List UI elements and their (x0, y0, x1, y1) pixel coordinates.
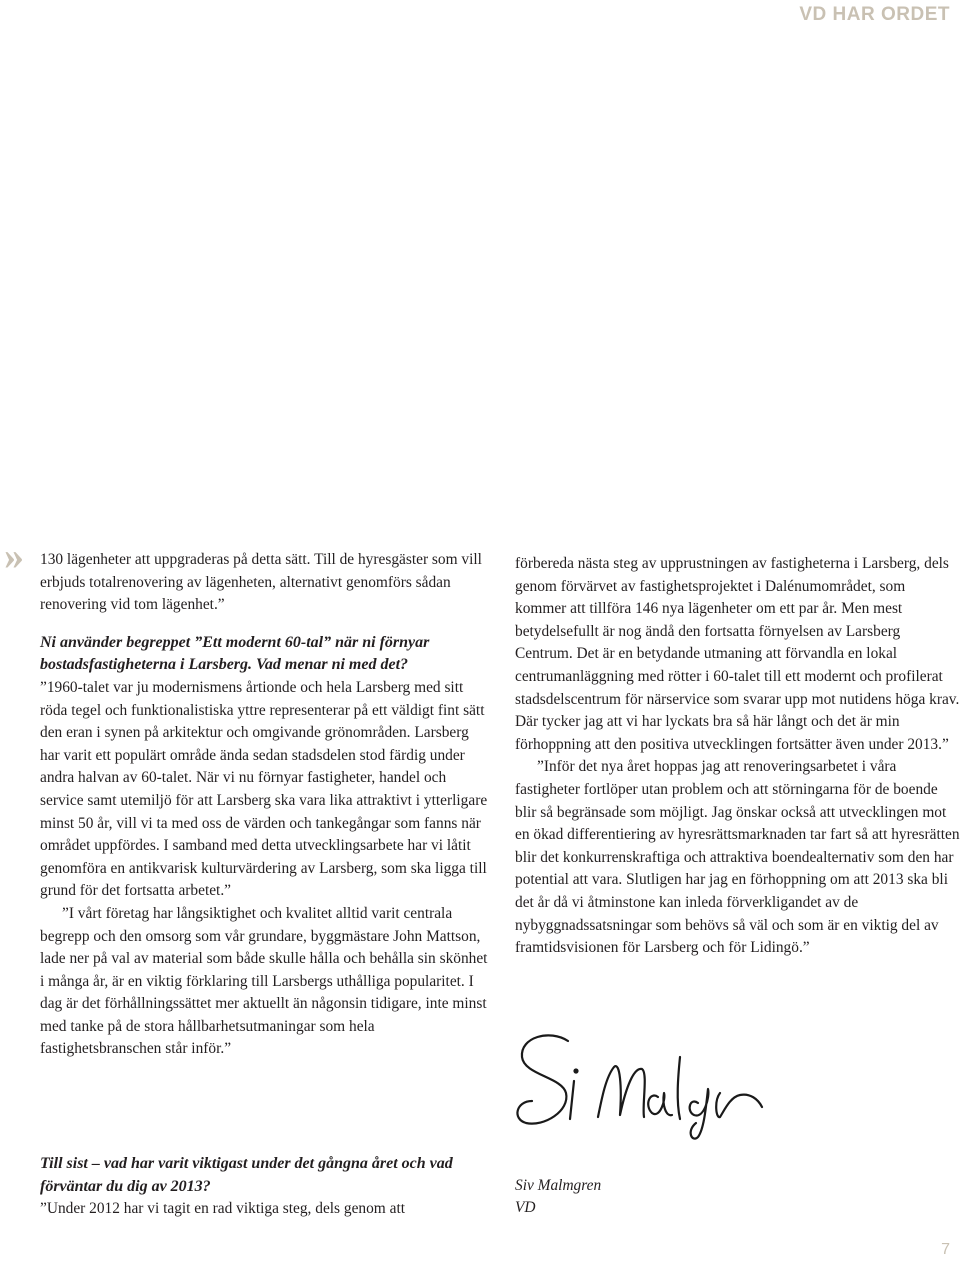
left-paragraph-2: ”1960-talet var ju modernismens årtionde och hela Larsberg med sitt röda tegel och funktionalistiska yttre representerar på ett väldigt fint sätt den eran i synen på arkitektur och omgivande grönområden. Larsberg har varit ett populärt område ända sedan stadsdelen stod färdig under andra halvan av 60-talet. När vi nu förnyar fastigheter, handel och service samt utemiljö för att Larsberg ska vara lika attraktivt i ytterligare minst 50 år, vill vi ta med oss de värden och tankegångar som fanns när området uppfördes. I samband med detta utvecklingsarbete har vi låtit genomföra en antikvarisk kulturvärdering av Larsberg, som ska ligga till grund för det fortsatta arbetet.” (40, 678, 488, 900)
right-column (515, 553, 960, 960)
right-paragraph-1: förbereda nästa steg av upprustningen av fastigheterna i Larsberg, dels genom förvärvet av fastighetsprojektet i Dalénumområdet, som kommer att tillföra 146 nya lägenheter om ett par år. Men mest betydelsefullt är nog ändå den fortsatta förnyelsen av Larsberg Centrum. Det är en betydande utmaning att förvandla en lokal centrumanläggning med rötter i 60-talet till ett modernt och profilerat stadsdelscentrum för närservice som svarar upp mot nutidens höga krav. Där tycker jag att vi har lyckats bra så här långt och det är min förhoppning att den positiva utvecklingen fortsätter även under 2013.” (515, 555, 960, 753)
final-question-block (40, 1153, 492, 1221)
section-title: VD HAR ORDET (799, 4, 950, 25)
left-paragraph-4: ”Under 2012 har vi tagit en rad viktiga steg, dels genom att (40, 1200, 406, 1218)
left-paragraph-3: ”I vårt företag har långsiktighet och kvalitet alltid varit centrala begrepp och den omsorg som vår grundare, byggmästare John Mattson, lade ner på val av material som både skulle hålla och behålla sin skönhet i många år, är en viktig förklaring till Larsbergs uthålliga popularitet. I dag är det förhållningssättet mer aktuellt än någonsin tidigare, inte minst med tanke på de stora hållbarhetsutmaningar som hela fastighetsbranschen står inför.” (40, 904, 488, 1058)
quote-marker-icon: » (4, 533, 24, 578)
left-paragraph-1: 130 lägenheter att uppgraderas på detta sätt. Till de hyresgäster som vill erbjuds totalrenovering av lägenheten, alternativt genomförs sådan renovering vid tom lägenhet.” (40, 551, 482, 614)
signatory-title: VD (515, 1199, 536, 1216)
interview-question-2: Till sist – vad har varit viktigast under det gångna året och vad förväntar du dig av 2013? (40, 1155, 453, 1195)
interview-question-1: Ni använder begreppet ”Ett modernt 60-tal” när ni förnyar bostadsfastigheterna i Larsberg. Vad menar ni med det? (40, 633, 430, 674)
signatory-name: Siv Malmgren (515, 1177, 602, 1194)
page-number: 7 (941, 1241, 950, 1258)
right-paragraph-2: ”Inför det nya året hoppas jag att renoveringsarbetet i våra fastigheter fortlöper utan problem och att störningarna för de boende blir så begränsade som möjligt. Jag önskar också att utvecklingen mot en ökad differentiering av hyresrättsmarknaden tar fart så att hyresrätten blir det konkurrenskraftiga och attraktiva boendealternativ som den har potential att vara. Slutligen har jag en förhoppning om att 2013 ska bli det år då vi åtminstone kan inleda förverkligandet av de nybyggnadssatsningar som behövs så väl och som är en viktig del av framtidsvisionen för Larsberg och för Lidingö.” (515, 758, 960, 957)
handwritten-signature (510, 1027, 770, 1142)
left-column (40, 549, 492, 1061)
header-bar (770, 0, 960, 33)
